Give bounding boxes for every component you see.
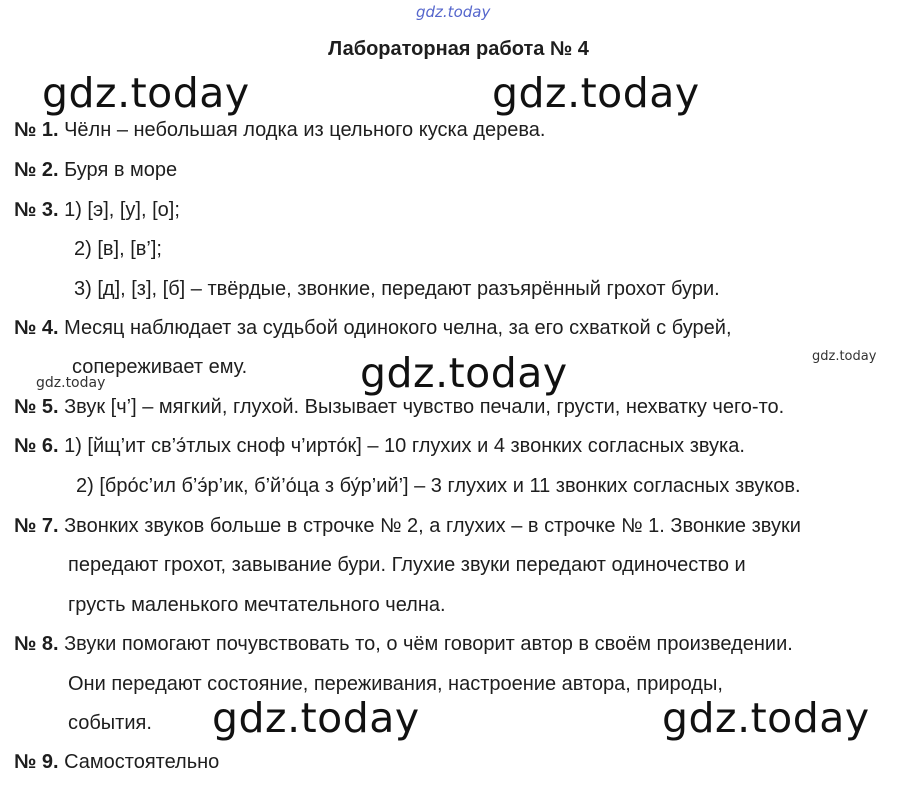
item-number: № 4. bbox=[14, 317, 59, 339]
item-text-line: события. bbox=[68, 712, 152, 734]
watermark-small: gdz.today bbox=[36, 375, 106, 391]
item-text: 1) [йщ’ит св’э́тлых сноф ч’ирто́к] – 10 глухих и 4 звонких согласных звука. bbox=[64, 435, 745, 457]
item-number: № 7. bbox=[14, 515, 59, 537]
item-text-line: Они передают состояние, переживания, настроение автора, природы, bbox=[68, 673, 723, 695]
item-text-line: сопереживает ему. bbox=[72, 356, 248, 378]
item-text-line: 2) [бро́с’ил б’э́р’ик, б’й’о́ца з бу́р’ий’] – 3 глухих и 11 звонких согласных звуков. bbox=[76, 475, 801, 497]
page-title: Лабораторная работа № 4 bbox=[328, 38, 589, 60]
answer-item-4 bbox=[14, 316, 732, 340]
item-number: № 6. bbox=[14, 435, 59, 457]
item-text: Месяц наблюдает за судьбой одинокого челна, за его схваткой с бурей, bbox=[64, 317, 732, 339]
watermark-small: gdz.today bbox=[812, 349, 877, 364]
answer-item-8 bbox=[14, 632, 793, 656]
item-text: Чёлн – небольшая лодка из цельного куска дерева. bbox=[64, 119, 546, 141]
answer-item-9 bbox=[14, 750, 219, 774]
item-number: № 3. bbox=[14, 199, 59, 221]
item-text: Самостоятельно bbox=[64, 751, 220, 773]
item-text-line: передают грохот, завывание бури. Глухие звуки передают одиночество и bbox=[68, 554, 746, 576]
item-number: № 2. bbox=[14, 159, 59, 181]
item-text: 1) [э], [у], [о]; bbox=[64, 199, 180, 221]
item-number: № 5. bbox=[14, 396, 59, 418]
watermark-large: gdz.today bbox=[42, 69, 250, 117]
item-text-line: 3) [д], [з], [б] – твёрдые, звонкие, передают разъярённый грохот бури. bbox=[74, 278, 720, 300]
watermark-top: gdz.today bbox=[416, 3, 491, 21]
watermark-large: gdz.today bbox=[212, 694, 420, 742]
answer-item-1 bbox=[14, 118, 545, 142]
watermark-large: gdz.today bbox=[360, 349, 568, 397]
item-text: Буря в море bbox=[64, 159, 178, 181]
answer-item-6 bbox=[14, 434, 745, 458]
item-text: Звук [ч’] – мягкий, глухой. Вызывает чувство печали, грусти, нехватку чего-то. bbox=[64, 396, 785, 418]
item-text: Звуки помогают почувствовать то, о чём говорит автор в своём произведении. bbox=[64, 633, 793, 655]
answer-item-3 bbox=[14, 198, 180, 222]
watermark-large: gdz.today bbox=[662, 694, 870, 742]
answer-item-7 bbox=[14, 514, 801, 538]
answer-item-2 bbox=[14, 158, 177, 182]
item-number: № 1. bbox=[14, 119, 59, 141]
item-text: Звонких звуков больше в строчке № 2, а глухих – в строчке № 1. Звонкие звуки bbox=[64, 515, 801, 537]
item-text-line: 2) [в], [в’]; bbox=[74, 238, 162, 260]
item-number: № 9. bbox=[14, 751, 59, 773]
item-number: № 8. bbox=[14, 633, 59, 655]
watermark-large: gdz.today bbox=[492, 69, 700, 117]
item-text-line: грусть маленького мечтательного челна. bbox=[68, 594, 446, 616]
answer-item-5 bbox=[14, 395, 784, 419]
